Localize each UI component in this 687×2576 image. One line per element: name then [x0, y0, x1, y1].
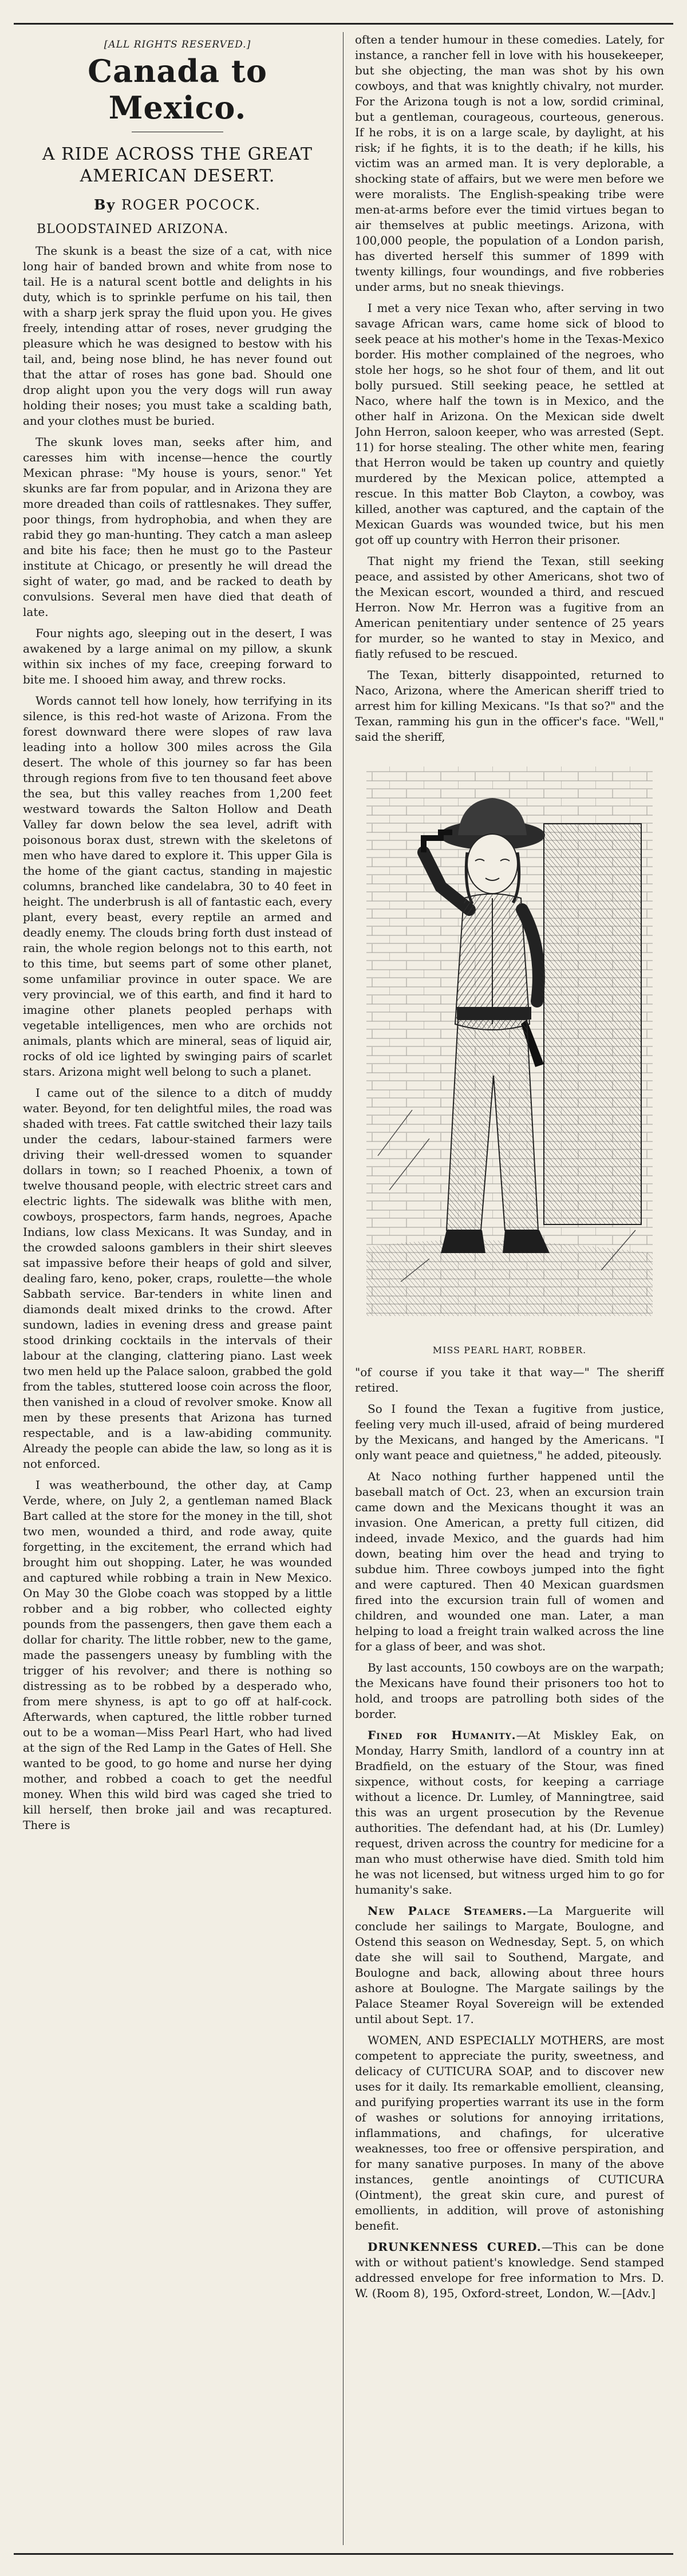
- paragraph: At Naco nothing further happened until the baseball match of Oct. 23, when an excursion train came down and the Mexicans thought it was an invasion. One American, a pretty full citizen, did indeed, invade Mexico, and the guards had him down, beating him over the head and trying to subdue him. Three cowboys jumped into the fight and were captured. Then 40 Mexican guardsmen fired into the excursion train full of women and children, and wounded one man. Later, a man helping to load a freight train walked across the line for a glass of beer, and was shot.: [355, 1469, 664, 1653]
- paragraph: The Texan, bitterly disappointed, returned to Naco, Arizona, where the American sheriff tried to arrest him for killing Mexicans. "Is that so?" and the Texan, ramming his gun in the officer's face. "Well," said the sheriff,: [355, 668, 664, 744]
- notice-body: —This can be done with or without patient's knowledge. Send stamped addressed envelope for free information to Mrs. D. W. (Room 8), 195, Oxford-street, London, W.—[Adv.]: [355, 2240, 664, 2300]
- paragraph: That night my friend the Texan, still seeking peace, and assisted by other Americans, shot two of the Mexican escort, wounded a third, and rescued Herron. Now Mr. Herron was a fugitive from an American penitentiary under sentence of 25 years for murder, so he wanted to stay in Mexico, and fiatly refused to be rescued.: [355, 554, 664, 661]
- paragraph: The skunk loves man, seeks after him, and caresses him with incense—hence the courtly Mexican phrase: "My house is yours, senor." Yet skunks are far from popular, and in Arizona they are more dreaded than coils of rattlesnakes. They suffer, poor things, from hydrophobia, and when they are rabid they go man-hunting. They catch a man asleep and bite his face; then he must go to the Pasteur institute at Chicago, or presently he will dread the sight of water, go mad, and be racked to death by convulsions. Several men have died that death of late.: [23, 435, 332, 619]
- notice-body: —La Marguerite will conclude her sailings to Margate, Boulogne, and Ostend this season on Wednesday, Sept. 5, on which date she will sail to Southend, Margate, and Boulogne and back, allowing about three hours ashore at Boulogne. The Margate sailings by the Palace Steamer Royal Sovereign will be extended until about Sept. 17.: [355, 1904, 664, 2026]
- column-rule: [343, 32, 344, 2545]
- paragraph: often a tender humour in these comedies. Lately, for instance, a rancher fell in love with his housekeeper, but she objecting, the man was shot by his own cowboys, and that was knightly chivalry, not murder. For the Arizona tough is not a low, sordid criminal, but a gentleman, courageous, courteous, generous. If he robs, it is on a large scale, by daylight, at his risk; if he fights, it is to the death; if he kills, his victim was an armed man. It is very deplorable, a shocking state of affairs, but we were men before we were moralists. The English-speaking tribe were men-at-arms before ever the timid virtues began to air themselves at public meetings. Arizona, with 100,000 people, the population of a London parish, has diverted herself this summer of 1899 with twenty killings, four woundings, and five robberies under arms, but no sneak thievings.: [355, 33, 664, 294]
- left-column: [23, 32, 332, 2545]
- engraving-drawing: [355, 755, 664, 1339]
- article-columns: [23, 32, 664, 2545]
- top-border: [14, 23, 673, 25]
- byline-prefix: By: [94, 196, 116, 213]
- article-subheading: A RIDE ACROSS THE GREAT AMERICAN DESERT.: [42, 144, 313, 186]
- byline: [23, 196, 332, 213]
- section-title: BLOODSTAINED ARIZONA.: [37, 222, 229, 236]
- notice-heading: DRUNKENNESS CURED.: [368, 2240, 542, 2254]
- paragraph: Four nights ago, sleeping out in the desert, I was awakened by a large animal on my pillow, a skunk within six inches of my face, creeping forward to bite me. I shooed him away, and threw rocks.: [23, 626, 332, 686]
- paragraph: "of course if you take it that way—" The sheriff retired.: [355, 1365, 664, 1394]
- notice-heading: Fined for Humanity.: [368, 1728, 516, 1742]
- right-column: [355, 32, 664, 2545]
- notice-cuticura-advert: WOMEN, AND ESPECIALLY MOTHERS, are most competent to appreciate the purity, sweetness, and delicacy of CUTICURA SOAP, and to discover new uses for it daily. Its remarkable emollient, cleansing, and purifying properties warrant its use in the form of washes or solutions for annoying irritations, inflammations, and chafings, for ulcerative weaknesses, too free or offensive perspiration, and for many sanative purposes. In many of the above instances, gentle anointings of CUTICURA (Ointment), the great skin cure, and purest of emollients, in addition, will prove of astonishing benefit.: [355, 2033, 664, 2233]
- notice-fined-for-humanity: [355, 1728, 664, 1898]
- notice-drunkenness-advert: [355, 2239, 664, 2301]
- paragraph: So I found the Texan a fugitive from justice, feeling very much ill-used, afraid of being murdered by the Mexicans, and hanged by the Americans. "I only want peace and quietness," he added, piteously.: [355, 1402, 664, 1462]
- paragraph: I met a very nice Texan who, after serving in two savage African wars, came home sick of blood to seek peace at his mother's home in the Texas-Mexico border. His mother complained of the negroes, who stole her hogs, so he shot four of them, and lit out bolly pursued. Still seeking peace, he settled at Naco, where half the town is in Mexico, and the other half in Arizona. On the Mexican side dwelt John Herron, saloon keeper, who was arrested (Sept. 11) for horse stealing. The other white men, fearing that Herron would be taken up country and quietly murdered by the Mexican police, attempted a rescue. In this matter Bob Clayton, a cowboy, was killed, another was captured, and the captain of the Mexican Guards was wounded twice, but his men got off up country with Herron their prisoner.: [355, 301, 664, 547]
- paragraph: By last accounts, 150 cowboys are on the warpath; the Mexicans have found their prisoners too hot to hold, and troops are patrolling both sides of the border.: [355, 1661, 664, 1721]
- pearl-hart-illustration: [355, 755, 664, 1339]
- masthead-title: Canada to Mexico.: [88, 53, 267, 126]
- paragraph: Words cannot tell how lonely, how terrifying in its silence, is this red-hot waste of Arizona. From the forest downward there were slopes of raw lava leading into a hollow 300 miles across the Gila desert. The whole of this journey so far has been through regions from five to ten thousand feet above the sea, but this valley reaches from 1,200 feet westward towards the Salton Hollow and Death Valley far down below the sea level, adrift with poisonous borax dust, strewn with the skeletons of men who have dared to explore it. This upper Gila is the home of the giant cactus, standing in majestic columns, branched like candelabra, 30 to 40 feet in height. The underbrush is all of fantastic each, every plant, every beast, every reptile an armed and deadly enemy. The clouds bring forth dust instead of rain, the whole region belongs not to this earth, not to this time, but seems part of some other planet, some unfamiliar province in outer space. We are very provincial, we of this earth, and find it hard to imagine other planets peopled perhaps with vegetable intelligences, men who are orchids not animals, plants which are mineral, seas of liquid air, rocks of old ice lighted by swinging pairs of scarlet stars. Arizona might well belong to such a planet.: [23, 694, 332, 1078]
- byline-author: ROGER POCOCK.: [121, 197, 261, 213]
- paragraph: I was weatherbound, the other day, at Camp Verde, where, on July 2, a gentleman named Black Bart called at the store for the money in the till, shot two men, wounded a third, and rode away, quite forgetting, in the excitement, the errand which had brought him out shopping. Later, he was wounded and captured while robbing a train in New Mexico. On May 30 the Globe coach was stopped by a little robber and a big robber, who collected eighty pounds from the passengers, then gave them each a dollar for charity. The little robber, new to the game, made the passengers uneasy by fumbling with the trigger of his revolver; and there is nothing so distressing as to be robbed by a desperado who, from mere shyness, is apt to go off at half-cock. Afterwards, when captured, the little robber turned out to be a woman—Miss Pearl Hart, who had lived at the sign of the Red Lamp in the Gates of Hell. She wanted to be good, to go home and nurse her dying mother, and robbed a coach to get the needful money. When this wild bird was caged she tried to kill herself, then broke jail and was recaptured. There is: [23, 1478, 332, 1832]
- illustration-caption: MISS PEARL HART, ROBBER.: [432, 1345, 587, 1356]
- paragraph: I came out of the silence to a ditch of muddy water. Beyond, for ten delightful miles, the road was shaded with trees. Fat cattle switched their lazy tails under the cedars, labour-stained farmers were driving their well-dressed women to squander dollars in town; so I reached Phoenix, a town of twelve thousand people, with electric street cars and electric lights. The sidewalk was blithe with men, cowboys, prospectors, farm hands, negroes, Apache Indians, low class Mexicans. It was Sunday, and in the crowded saloons gamblers in their shirt sleeves sat impassive before their heaps of gold and silver, dealing faro, keno, poker, craps, roulette—the whole Sabbath service. Bar-tenders in white linen and diamonds dealt mixed drinks to the crowd. After sundown, ladies in evening dress and grease paint stood drinking cocktails in the intervals of their labour at the clanging, clattering piano. Last week two men held up the Palace saloon, grabbed the gold from the tables, stuttered loose coin across the floor, then vanished in a cloud of revolver smoke. Know all men by these presents that Arizona has turned respectable, and is a law-abiding community. Already the people can abide the law, so long as it is not enforced.: [23, 1086, 332, 1471]
- bottom-border: [14, 2553, 673, 2555]
- notice-body: —At Miskley Eak, on Monday, Harry Smith, landlord of a country inn at Bradfield, on the estuary of the Stour, was fined sixpence, without costs, for keeping a carriage without a licence. Dr. Lumley, of Manningtree, said this was an urgent prosecution by the Revenue authorities. The defendant had, at his (Dr. Lumley) request, driven across the country for medicine for a man who must otherwise have died. Smith told him he was not licensed, but witness urged him to go for humanity's sake.: [355, 1728, 664, 1897]
- notice-heading: New Palace Steamers.: [368, 1904, 527, 1918]
- paragraph: The skunk is a beast the size of a cat, with nice long hair of banded brown and white from nose to tail. He is a natural scent bottle and delights in his duty, which is to sprinkle perfume on his tail, then with a sharp jerk spray the fluid upon you. He gives freely, intending attar of roses, never grudging the pleasure which he was designed to bestow with his tail, and, being nose blind, he has never found out that the attar of roses has gone bad. Should one drop alight upon you the very dogs will run away holding their noses; you must take a scalding bath, and your clothes must be buried.: [23, 244, 332, 428]
- notice-palace-steamers: [355, 1903, 664, 2027]
- rights-notice: [ALL RIGHTS RESERVED.]: [104, 39, 251, 50]
